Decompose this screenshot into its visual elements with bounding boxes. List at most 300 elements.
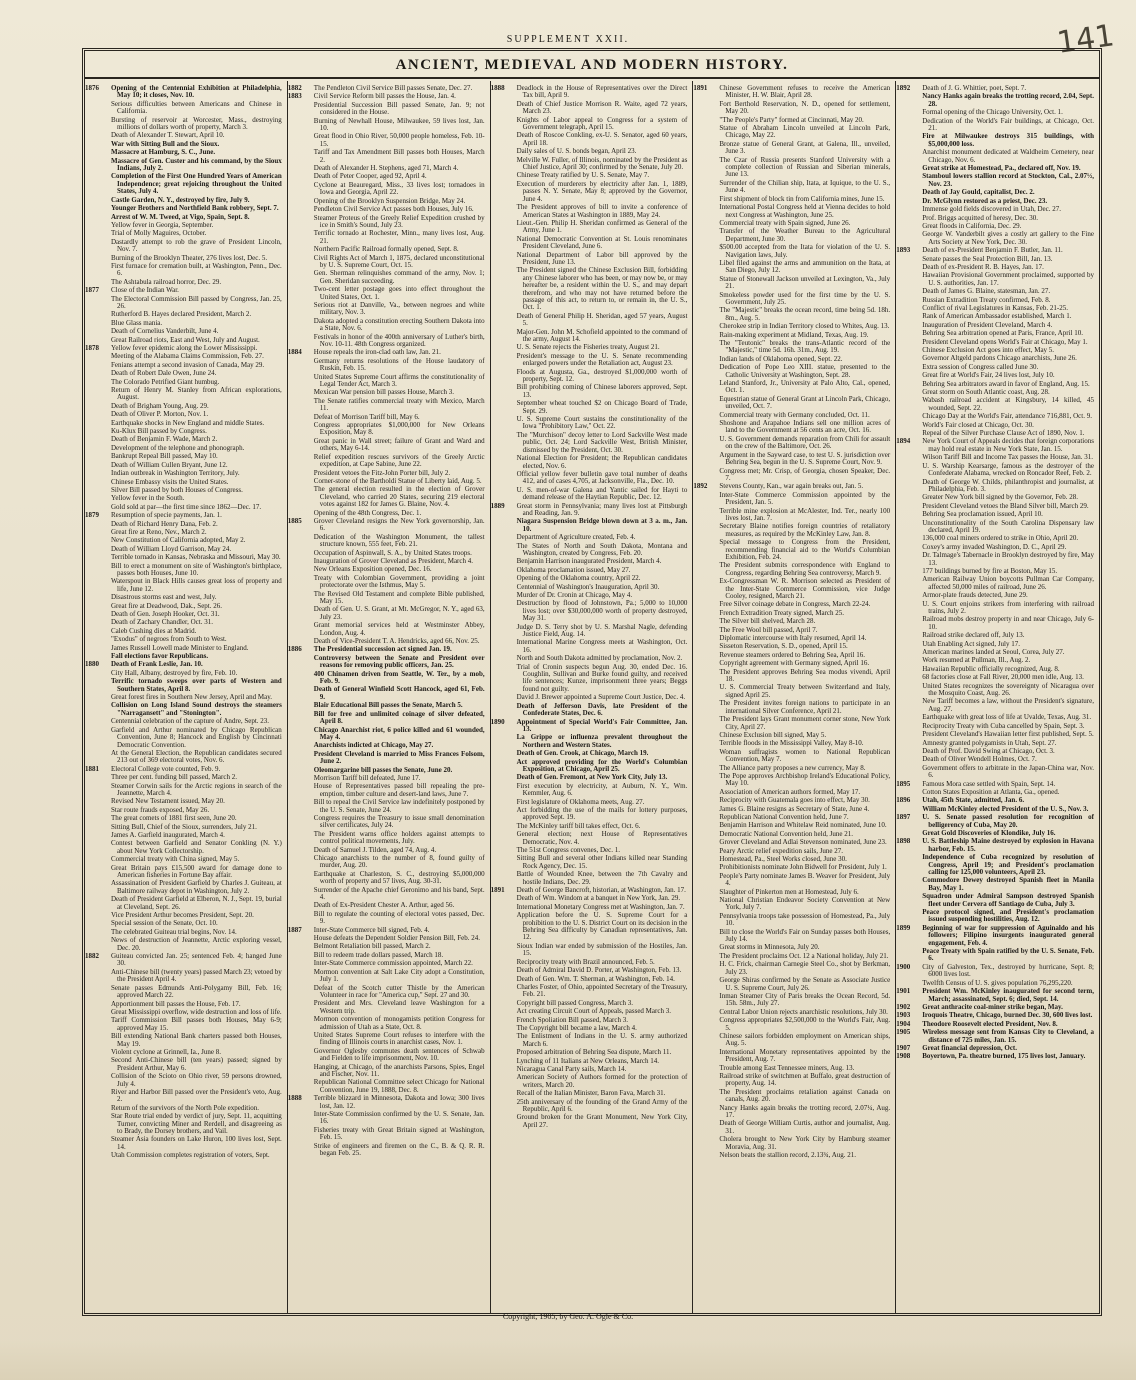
entry-text: Congress appropriates $1,000,000 for New Orleans Exposition, May 8. <box>313 421 485 437</box>
year-label: 1905 <box>896 1028 911 1037</box>
entry-text: Surrender of the Chilian ship, Itata, at Iquique, to the U. S., June 4. <box>719 178 891 195</box>
history-entry <box>111 880 282 895</box>
history-entry <box>719 1009 890 1016</box>
entry-text: Lynching of 11 Italians at New Orleans, March 14. <box>516 1056 660 1065</box>
history-entry <box>111 479 282 486</box>
entry-text: The Presidential succession act signed Jan. 19. <box>313 645 452 654</box>
entry-text: Iroquois Theatre, Chicago, burned Dec. 30, 600 lives lost. <box>922 1011 1093 1020</box>
history-entry <box>111 554 282 561</box>
history-entry <box>111 611 282 618</box>
history-entry <box>111 783 282 798</box>
history-entry <box>517 558 688 565</box>
entry-text: Death of Peter Cooper, aged 92, April 4. <box>313 172 427 181</box>
history-entry <box>517 1099 688 1114</box>
history-entry <box>111 337 282 344</box>
entry-text: Inman Steamer City of Paris breaks the Ocean Record, 5d. 15h. 58m., July 27. <box>719 991 891 1008</box>
history-entry <box>111 158 282 173</box>
entry-text: Death of Gen. Joseph Hooker, Oct. 31. <box>111 610 220 618</box>
entry-text: Battle of Wounded Knee, between the 7th Cavalry and hostile Indians, Dec. 29. <box>516 870 688 886</box>
history-entry <box>922 93 1094 108</box>
history-entry <box>314 438 485 453</box>
history-entry <box>314 591 485 606</box>
entry-text: Statue of Abraham Lincoln unveiled at Lincoln Park, Chicago, May 22. <box>719 124 891 140</box>
entry-text: Great fire at World's Fair, 24 lives lost, July 10. <box>922 371 1055 380</box>
history-entry <box>111 619 282 626</box>
entry-text: Opening of the Oklahoma country, April 22. <box>516 574 641 583</box>
entry-text: Bill to close the World's Fair on Sunday passes both Houses, July 14. <box>719 927 891 944</box>
entry-text: American Society of Authors formed for the protection of writers, March 20. <box>516 1073 688 1089</box>
history-entry <box>314 510 485 517</box>
entry-text: James G. Blaine resigns as Secretary of State, June 4. <box>719 804 870 813</box>
entry-text: President Cleveland opens World's Fair at Chicago, May 1. <box>922 337 1088 346</box>
history-entry <box>111 470 282 477</box>
history-entry <box>896 1002 1094 1011</box>
entry-text: Anarchists indicted at Chicago, May 27. <box>313 741 434 750</box>
year-label: 1883 <box>287 92 302 101</box>
entry-text: Peace Treaty with Spain ratified by the U. S. Senate, Feb. 6. <box>922 947 1094 963</box>
entry-text: James A. Garfield inaugurated, March 4. <box>111 830 225 839</box>
entry-text: Death of General Winfield Scott Hancock, aged 61, Feb. 9. <box>313 685 485 701</box>
entry-text: Railroad strike of switchmen at Buffalo, great destruction of property, Aug. 14. <box>719 1071 891 1088</box>
history-entry <box>719 700 890 715</box>
entry-text: Serious difficulties between Americans and Chinese in California. <box>111 99 282 116</box>
history-entry <box>111 205 282 212</box>
history-entry <box>314 149 485 164</box>
history-entry <box>314 952 485 959</box>
year-label: 1884 <box>287 348 302 357</box>
history-entry <box>314 960 485 967</box>
history-entry <box>314 165 485 172</box>
history-entry <box>896 1019 1094 1028</box>
history-entry <box>111 1136 282 1151</box>
year-label: 1891 <box>693 84 708 92</box>
history-entry <box>719 1049 890 1064</box>
history-entry <box>314 767 485 774</box>
entry-text: Death of George Bancroft, historian, at Washington, Jan. 17. <box>516 886 686 895</box>
year-label: 1880 <box>85 660 99 669</box>
entry-text: The President submits correspondence with England to Congress, regarding Behring Sea controversy, March 9. <box>719 561 891 577</box>
history-entry <box>517 252 688 267</box>
entry-text: Inauguration of Grover Cleveland as President, March 4. <box>313 556 473 565</box>
history-entry <box>719 635 890 642</box>
entry-text: Civil Rights Act of March 1, 1875, declared unconstitutional by U. S. Supreme Court, Oct. 15. <box>313 253 485 269</box>
entry-text: The "Majestic" breaks the ocean record, time being 5d. 18h. 8m., Aug. 5. <box>719 306 891 322</box>
history-entry <box>314 1127 485 1142</box>
history-entry <box>314 1016 485 1031</box>
history-entry <box>922 364 1094 371</box>
history-entry <box>719 436 890 451</box>
history-entry <box>111 1017 282 1032</box>
entry-text: Stevens County, Kan., war again breaks out, Jan. 5. <box>719 482 864 491</box>
history-entry <box>719 897 890 912</box>
entry-text: H. C. Frick, chairman Carnegie Steel Co., shot by Berkman, July 23. <box>719 960 891 976</box>
history-entry <box>111 912 282 919</box>
entry-text: French Extradition Treaty signed, March 25. <box>719 608 845 617</box>
history-entry <box>111 1089 282 1104</box>
entry-text: Death of Zachary Chandler, Oct. 31. <box>111 618 213 627</box>
history-entry <box>517 534 688 541</box>
entry-text: River and Harbor Bill passed over the President's veto, Aug. 2. <box>111 1087 282 1104</box>
entry-text: Shoshone and Arapahoe Indians sell one million acres of land to the Government at 56 cents an acre, Oct. 16. <box>719 419 891 435</box>
column-2 <box>288 81 491 1313</box>
entry-text: The Revised Old Testament and complete Bible published, May 15. <box>313 589 485 605</box>
history-entry <box>314 230 485 245</box>
year-label: 1902 <box>896 1002 911 1011</box>
history-entry <box>922 723 1094 730</box>
entry-text: National Election for President; the Republican candidates elected, Nov. 6. <box>516 454 688 470</box>
entry-text: Massacre at Hamburg, S. C., June. <box>111 148 216 157</box>
entry-text: Inter-State Commerce bill signed, Feb. 4. <box>313 925 430 934</box>
history-entry <box>111 436 282 443</box>
entry-text: Commercial treaty with Germany concluded, Oct. 11. <box>719 410 870 419</box>
entry-text: North and South Dakota admitted by proclamation, Nov. 2. <box>516 654 683 663</box>
entry-text: Hawaiian Provisional Government proclaimed, supported by U. S. authorities, Jan. 17. <box>922 271 1094 287</box>
history-frame <box>82 48 1102 1316</box>
history-entry <box>111 807 282 814</box>
history-entry <box>922 552 1094 567</box>
entry-text: Anti-Chinese bill (twenty years) passed March 23; vetoed by the President April 4. <box>111 967 282 984</box>
entry-text: The Senate ratifies commercial treaty with Mexico, March 11. <box>313 396 485 413</box>
entry-text: Charles Foster, of Ohio, appointed Secretary of the Treasury, Feb. 21. <box>516 982 688 999</box>
entry-text: Terrific tornado at Rochester, Minn., many lives lost, Aug. 21. <box>313 229 485 245</box>
entry-text: Coxey's army invaded Washington, D. C., April 29. <box>922 542 1067 551</box>
entry-text: Special session of the Senate, Oct. 10. <box>111 919 218 928</box>
history-entry <box>111 403 282 410</box>
entry-text: The celebrated Guiteau trial begins, Nov. 14. <box>111 927 237 936</box>
entry-text: Death of Prof. David Swing at Chicago, Oct. 3. <box>922 746 1055 755</box>
year-label: 1881 <box>85 764 99 773</box>
history-entry <box>719 117 890 124</box>
entry-text: Free Silver coinage debate in Congress, March 22-24. <box>719 600 871 609</box>
history-entry <box>719 961 890 976</box>
history-entry <box>922 454 1094 461</box>
entry-text: Ground broken for the Grant Monument, New York City, April 27. <box>516 1113 688 1129</box>
entry-text: Equestrian statue of General Grant at Lincoln Park, Chicago, unveiled, Oct. 7. <box>719 394 891 411</box>
entry-text: Star route frauds exposed, May 26. <box>111 805 210 814</box>
entry-text: Chinese sailors forbidden employment on American ships, Aug. 5. <box>719 1031 891 1048</box>
entry-text: Cherokee strip in Indian Territory closed to Whites, Aug. 13. <box>719 322 890 331</box>
history-entry <box>111 1001 282 1008</box>
entry-text: Terrible tornado in Kansas, Nebraska and Missouri, May 30. <box>111 553 281 562</box>
history-entry <box>719 1152 890 1159</box>
entry-text: United States Supreme Court refuses to interfere with the finding of Illinois courts in anarchist cases, Nov. 1. <box>313 1030 485 1047</box>
entry-text: Bill to erect a monument on site of Washington's birthplace, passes both Houses, June 10. <box>111 561 282 577</box>
entry-text: Governor Oglesby commutes death sentences of Schwab and Fielden to life imprisonment, Nov. 10. <box>313 1046 485 1063</box>
history-entry <box>922 381 1094 388</box>
entry-text: Benjamin Harrison inaugurated President, March 4. <box>516 557 662 566</box>
history-entry <box>111 462 282 469</box>
history-entry <box>922 854 1094 876</box>
entry-text: Electoral College vote counted, Feb. 9. <box>111 764 221 773</box>
history-entry <box>922 535 1094 542</box>
history-entry <box>517 487 688 502</box>
entry-text: U. S. Battleship Maine destroyed by explosion in Havana harbor, Feb. 15. <box>922 837 1094 853</box>
history-entry <box>111 546 282 553</box>
entry-text: Congress requires the Treasury to issue small denomination silver certificates, July 24. <box>313 813 485 830</box>
history-entry <box>517 871 688 886</box>
entry-text: Sitting Bull and several other Indians killed near Standing Rock Agency, Dec. 15. <box>516 854 688 870</box>
entry-text: Death of William Cullen Bryant, June 12. <box>111 460 228 469</box>
history-entry <box>490 501 688 518</box>
entry-text: Yellow fever in Georgia, September. <box>111 220 214 229</box>
year-label: 1897 <box>896 813 911 822</box>
entry-text: War with Sitting Bull and the Sioux. <box>111 139 220 148</box>
entry-text: Death of George William Curtis, author and journalist, Aug. 31. <box>719 1119 891 1135</box>
history-entry <box>314 606 485 621</box>
history-entry <box>85 660 282 669</box>
entry-text: Leland Stanford, Jr., University at Palo Alto, Cal., opened, Oct. 1. <box>719 379 891 395</box>
entry-text: Second Anti-Chinese bill (ten years) passed; signed by President Arthur, May 6. <box>111 1056 282 1072</box>
history-entry <box>719 773 890 788</box>
history-entry <box>719 1073 890 1088</box>
entry-text: American Railway Union boycotts Pullman Car Company, affected 50,000 miles of railroad, June 26. <box>922 575 1094 591</box>
copyright-line: Copyright, 1905, by Geo. A. Ogle & Co. <box>502 1312 634 1321</box>
entry-text: Dedication of the Washington Monument, the tallest structure known, 555 feet, Feb. 21. <box>313 532 485 549</box>
history-entry <box>719 873 890 888</box>
entry-text: Blue Glass mania. <box>111 318 163 327</box>
column-3 <box>491 81 694 1313</box>
history-entry <box>719 364 890 379</box>
history-entry <box>517 117 688 132</box>
entry-text: Niagara Suspension Bridge blown down at 3 a. m., Jan. 10. <box>516 517 688 533</box>
history-entry <box>922 503 1094 510</box>
history-entry <box>922 413 1094 420</box>
entry-text: First legislature of Oklahoma meets, Aug. 27. <box>516 797 645 806</box>
entry-text: Peace protocol signed, and President's proclamation issued suspending hostilities, Aug. 12. <box>922 908 1094 924</box>
entry-text: The Silver bill shelved, March 28. <box>719 617 816 626</box>
history-entry <box>314 702 485 709</box>
entry-text: Morrison Tariff bill defeated, June 17. <box>313 773 421 782</box>
history-entry <box>314 1143 485 1158</box>
corner-mark: 141 <box>1054 18 1117 61</box>
entry-text: Dedication of the World's Fair buildings, at Chicago, Oct. 21. <box>922 116 1094 133</box>
entry-text: Department of Agriculture created, Feb. 4. <box>516 533 636 542</box>
history-entry <box>111 929 282 936</box>
history-entry <box>111 141 282 148</box>
entry-text: Great storm in Pennsylvania; many lives lost at Pittsburgh and Reading, Jan. 9. <box>516 501 688 517</box>
history-entry <box>517 831 688 846</box>
history-entry <box>719 420 890 435</box>
history-entry <box>719 797 890 804</box>
entry-text: Conflict of rival Legislatures in Kansas, Feb. 21-25. <box>922 303 1068 312</box>
entry-text: Chinese Exclusion Act goes into effect, May 5. <box>922 346 1055 354</box>
entry-text: Cotton States Exposition at Atlanta, Ga., opened. <box>922 787 1060 796</box>
history-entry <box>517 204 688 219</box>
entry-text: Melville W. Fuller, of Illinois, nominated by the President as Chief Justice, April 30; confirmed by the Senate, July 20. <box>516 155 688 172</box>
entry-text: Death of Chief Justice Morrison R. Waite, aged 72 years, March 23. <box>516 99 688 116</box>
history-entry <box>287 84 485 92</box>
history-entry <box>922 109 1094 116</box>
history-entry <box>314 751 485 766</box>
history-entry <box>111 1073 282 1088</box>
history-entry <box>719 332 890 339</box>
history-entry <box>896 796 1094 805</box>
entry-text: Wilson Tariff Bill and Income Tax passes the House, Jan. 31. <box>922 453 1093 462</box>
history-entry <box>693 84 891 100</box>
history-entry <box>922 601 1094 616</box>
entry-text: Great anthracite coal-miner strike began, May. <box>922 1002 1063 1011</box>
history-entry <box>314 198 485 205</box>
history-entry <box>111 420 282 427</box>
entry-text: David J. Brewer appointed a Supreme Court Justice, Dec. 4. <box>516 693 686 702</box>
entry-text: National Department of Labor bill approved by the President, June 13. <box>516 250 688 266</box>
history-entry <box>111 645 282 652</box>
history-entry <box>517 220 688 235</box>
entry-text: City Hall, Albany, destroyed by fire, Feb. 10. <box>111 668 238 677</box>
entry-text: Commodore Dewey destroyed Spanish fleet in Manila Bay, May 1. <box>922 876 1094 892</box>
history-entry <box>314 655 485 670</box>
entry-text: Mexican War pension bill passes House, March 3. <box>313 388 455 397</box>
entry-text: Government offers to arbitrate in the Japan-China war, Nov. 6. <box>922 763 1094 780</box>
entry-text: President vetoes the Fitz-John Porter bill, July 2. <box>313 468 451 477</box>
entry-text: President Cleveland is married to Miss Frances Folsom, June 2. <box>313 749 485 766</box>
history-entry <box>896 437 1094 453</box>
entry-text: Copyright bill passed Congress, March 3. <box>516 998 634 1007</box>
history-entry <box>111 379 282 386</box>
entry-text: Dr. McGlynn restored as a priest, Dec. 23. <box>922 196 1048 205</box>
history-entry <box>517 132 688 147</box>
history-entry <box>111 856 282 863</box>
entry-text: Rain-making experiment at Midland, Texas, Aug. 19. <box>719 330 869 339</box>
history-entry <box>314 470 485 477</box>
history-entry <box>922 666 1094 673</box>
history-entry <box>922 313 1094 320</box>
history-entry <box>111 563 282 578</box>
history-entry <box>314 422 485 437</box>
history-entry <box>314 727 485 742</box>
history-entry <box>287 516 485 533</box>
history-entry <box>922 173 1094 188</box>
entry-text: Behring Sea proclamation issued, April 10. <box>922 510 1043 519</box>
history-entry <box>719 643 890 650</box>
entry-text: Nelson beats the stallion record, 2.13¾, Aug. 21. <box>719 1151 857 1160</box>
history-entry <box>922 830 1094 837</box>
entry-text: Steamer Corwin sails for the Arctic regions in search of the Jeannette, March 4. <box>111 781 282 797</box>
entry-text: Arrest of W. M. Tweed, at Vigo, Spain, Sept. 8. <box>111 212 250 221</box>
entry-text: Russian Extradition Treaty confirmed, Feb. 8. <box>922 295 1051 304</box>
history-entry <box>314 902 485 909</box>
history-entry <box>922 576 1094 591</box>
entry-text: Recall of the Italian Minister, Baron Fava, March 31. <box>516 1089 666 1098</box>
history-entry <box>314 454 485 469</box>
entry-text: World's Fair closed at Chicago, Oct. 30. <box>922 420 1034 429</box>
entry-text: U. S. Government demands reparation from Chili for assault on the crew of the Baltimore, Oct. 26. <box>719 434 891 451</box>
history-entry <box>719 1136 890 1151</box>
entry-text: Behring Sea arbitrators award in favor of England, Aug. 15. <box>922 379 1090 388</box>
columns <box>85 81 1099 1313</box>
history-entry <box>111 1049 282 1056</box>
entry-text: The "Teutonic" breaks the trans-Atlantic record of the "Majestic," time 5d. 16h. 31m., Aug. 19. <box>719 339 891 355</box>
entry-text: News of destruction of Jeannette, Arctic exploring vessel, Dec. 20. <box>111 936 282 952</box>
entry-text: The Alliance party proposes a new currency, May 8. <box>719 763 866 772</box>
entry-text: Earthquake shocks in New England and middle States. <box>111 418 265 427</box>
year-label: 1885 <box>287 516 302 525</box>
history-entry <box>287 925 485 934</box>
entry-text: Caleb Cushing dies at Madrid. <box>111 626 197 635</box>
history-entry <box>314 118 485 133</box>
history-entry <box>922 322 1094 329</box>
entry-text: Death of Alexander H. Stephens, aged 71, March 4. <box>313 164 459 173</box>
history-entry <box>922 372 1094 379</box>
entry-text: The McKinley tariff bill takes effect, Oct. 6. <box>516 821 641 830</box>
history-entry <box>922 389 1094 396</box>
history-entry <box>314 799 485 814</box>
history-entry <box>111 311 282 318</box>
history-entry <box>922 909 1094 924</box>
entry-text: Great strike at Homestead, Pa., declared off, Nov. 19. <box>922 164 1081 173</box>
history-entry <box>517 1090 688 1097</box>
year-label: 1904 <box>896 1019 911 1028</box>
history-entry <box>719 669 890 684</box>
history-entry <box>111 937 282 952</box>
history-entry <box>287 348 485 357</box>
history-entry <box>517 1074 688 1089</box>
history-entry <box>922 748 1094 755</box>
history-entry <box>111 255 282 262</box>
history-entry <box>719 220 890 227</box>
entry-text: Appointment of Special World's Fair Committee, Jan. 13. <box>516 717 688 733</box>
entry-text: Death of Gen. U. S. Grant, at Mt. McGregor, N. Y., aged 63, July 23. <box>313 605 485 621</box>
entry-text: Proposed arbitration of Behring Sea dispute, March 11. <box>516 1048 672 1057</box>
entry-text: Fire at Milwaukee destroys 315 buildings, with $5,000,000 loss. <box>922 132 1094 148</box>
history-entry <box>719 340 890 355</box>
history-entry <box>719 839 890 846</box>
entry-text: Beginning of war for suppression of Aguinaldo and his followers; Filipino insurgents inaugurated general engagement, Feb. 4. <box>922 923 1094 947</box>
history-entry <box>314 871 485 886</box>
history-entry <box>111 487 282 494</box>
history-entry <box>111 594 282 601</box>
entry-text: 68 factories close at Fall River, 20,000 men idle, Aug. 13. <box>922 673 1084 682</box>
history-entry <box>111 149 282 156</box>
history-entry <box>111 362 282 369</box>
entry-text: Indian lands of Oklahoma opened, Sept. 22. <box>719 354 843 363</box>
history-entry <box>517 592 688 599</box>
page-title: ANCIENT, MEDIEVAL AND MODERN HISTORY. <box>395 57 789 73</box>
history-entry <box>111 670 282 677</box>
entry-text: The 51st Congress convenes, Dec. 1. <box>516 846 621 854</box>
history-entry <box>922 592 1094 599</box>
history-entry <box>922 568 1094 575</box>
entry-text: Defeat of Morrison Tariff bill, May 6. <box>313 412 420 421</box>
entry-text: George Shiras confirmed by the Senate as Associate Justice U. S. Supreme Court, July 26. <box>719 976 891 992</box>
history-entry <box>111 117 282 132</box>
entry-text: Younger Brothers and Northfield Bank robbery, Sept. 7. <box>111 204 279 213</box>
history-entry <box>287 645 485 654</box>
entry-text: Opening of the Brooklyn Suspension Bridge, May 24. <box>313 196 466 205</box>
history-entry <box>314 398 485 413</box>
entry-text: Chicago anarchists to the number of 8, found guilty of murder, Aug. 20. <box>313 854 485 870</box>
entry-text: Squadron under Admiral Sampson destroyed Spanish fleet under Cervera off Santiago de Cuba, July 3. <box>922 892 1094 908</box>
history-entry <box>922 264 1094 271</box>
entry-text: Trouble among East Tennessee miners, Aug. 13. <box>719 1063 855 1072</box>
history-entry <box>111 296 282 311</box>
entry-text: President Wm. McKinley inaugurated for second term, March; assassinated, Sept. 6; died, Sept. 14. <box>922 987 1094 1003</box>
entry-text: Great financial depression, Oct. <box>922 1043 1018 1052</box>
entry-text: Utah Commission completes registration of voters, Sept. <box>111 1151 270 1160</box>
entry-text: Waterspout in Black Hills causes great loss of property and life, June 12. <box>111 577 282 593</box>
entry-text: National Christian Endeavor Society Convention at New York, July 7. <box>719 896 891 912</box>
entry-text: Burning of Newhall House, Milwaukee, 59 lives lost, Jan. 10. <box>313 116 485 133</box>
history-entry <box>517 639 688 654</box>
entry-text: Rank of American Ambassador established, March 1. <box>922 312 1072 321</box>
history-entry <box>517 759 688 774</box>
history-entry <box>517 734 688 749</box>
history-entry <box>719 412 890 419</box>
history-entry <box>111 132 282 139</box>
history-entry <box>922 641 1094 648</box>
history-entry <box>517 624 688 639</box>
history-entry <box>719 977 890 992</box>
